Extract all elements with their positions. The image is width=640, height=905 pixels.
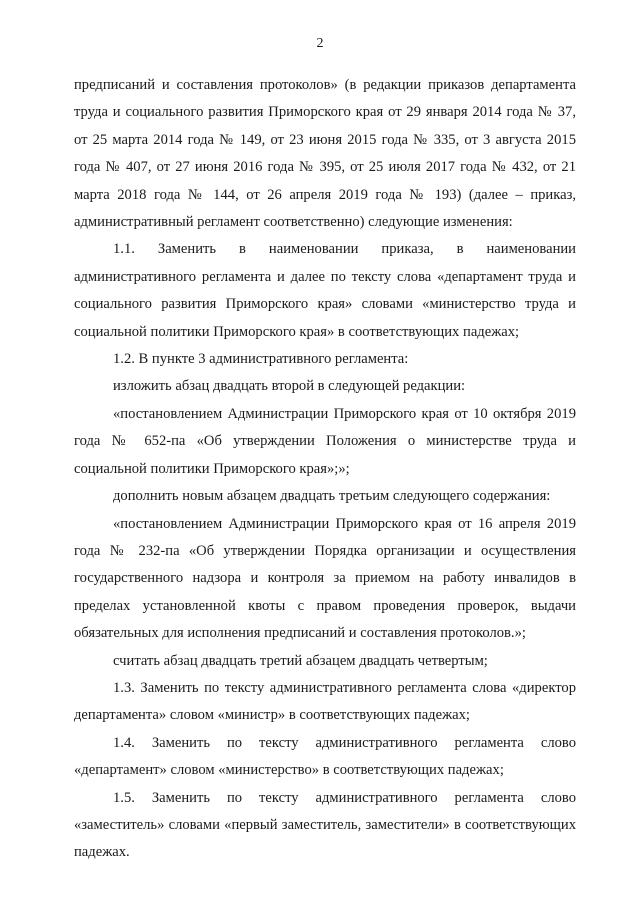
paragraph-item-1-4: 1.4. Заменить по тексту административного регламента слово «департамент» словом «министерство» в соответствующих падежах; [74,734,576,779]
document-body [74,72,576,867]
paragraph-instruction-replace: изложить абзац двадцать второй в следующей редакции: [113,378,466,395]
paragraph-continuation: предписаний и составления протоколов» (в редакции приказов департамента труда и социального развития Приморского края от 29 января 2014 года № 37, от 25 марта 2014 года № 149, от 23 июня 2015 года № 335, от 3 августа 2015 года № 407, от 27 июня 2016 года № 395, от 25 июля 2017 года № 432, от 21 марта 2018 года № 144, от 26 апреля 2019 года № 193) (далее – приказ, административный регламент соответственно) следующие изменения: [74,77,576,231]
paragraph-quote-resolution-652: «постановлением Администрации Приморского края от 10 октября 2019 года № 652-па «Об утверждении Положения о министерстве труда и социальной политики Приморского края»;»; [74,405,576,477]
paragraph-instruction-renumber: считать абзац двадцать третий абзацем двадцать четвертым; [113,652,488,669]
paragraph-item-1-2: 1.2. В пункте 3 административного регламента: [113,351,409,368]
paragraph-quote-resolution-232: «постановлением Администрации Приморского края от 16 апреля 2019 года № 232-па «Об утверждении Порядка организации и осуществления государственного надзора и контроля за приемом на работу инвалидов в пределах установленной квоты с правом проведения проверок, выдачи обязательных для исполнения предписаний и составления протоколов.»; [74,515,576,642]
paragraph-instruction-add: дополнить новым абзацем двадцать третьим следующего содержания: [113,488,551,505]
paragraph-item-1-5: 1.5. Заменить по тексту административного регламента слово «заместитель» словами «первый заместитель, заместители» в соответствующих падежах. [74,789,576,861]
page-number: 2 [316,36,324,51]
paragraph-item-1-3: 1.3. Заменить по тексту административного регламента слова «директор департамента» словом «министр» в соответствующих падежах; [74,679,576,724]
paragraph-item-1-1: 1.1. Заменить в наименовании приказа, в наименовании административного регламента и далее по тексту слова «департамент труда и социального развития Приморского края» словами «министерство труда и социальной политики Приморского края» в соответствующих падежах; [74,241,576,340]
